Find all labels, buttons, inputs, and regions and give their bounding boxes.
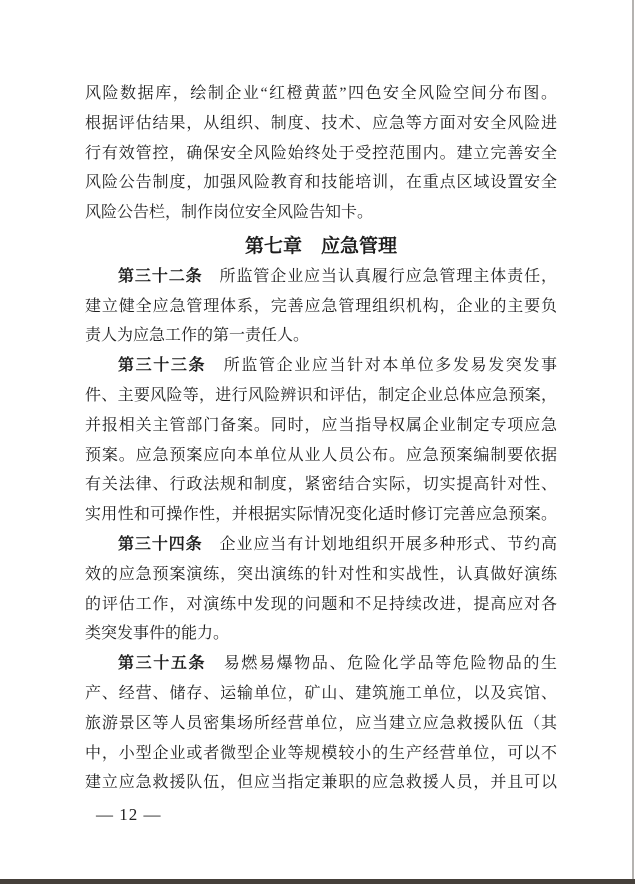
text-line: 效的应急预案演练，突出演练的针对性和实战性，认真做好演练 — [85, 565, 557, 583]
text-line — [85, 262, 557, 292]
article-number: 第三十二条 — [118, 267, 203, 285]
text-line: 预案。应急预案应向本单位从业人员公布。应急预案编制要依据 — [85, 446, 557, 464]
scan-edge-bottom-band — [0, 879, 635, 884]
text-line: 的评估工作，对演练中发现的问题和不足持续改进，提高应对各 — [85, 595, 557, 613]
text-line: 产、经营、储存、运输单位，矿山、建筑施工单位，以及宾馆、 — [85, 684, 557, 702]
text-line: 旅游景区等人员密集场所经营单位，应当建立应急救援队伍（其 — [85, 714, 557, 732]
text-line: 责人为应急工作的第一责任人。 — [85, 327, 310, 345]
text-line: 风险公告制度，加强风险教育和技能培训，在重点区域设置安全 — [85, 174, 557, 192]
article-number: 第三十三条 — [118, 357, 207, 375]
text-line: 件、主要风险等，进行风险辨识和评估，制定企业总体应急预案， — [85, 386, 557, 404]
text-line — [85, 649, 557, 679]
text-line: 中，小型企业或者微型企业等规模较小的生产经营单位，可以不 — [85, 744, 557, 762]
text-line: 实用性和可操作性，并根据实际情况变化适时修订完善应急预案。 — [85, 506, 557, 524]
article-number: 第三十五条 — [118, 655, 207, 673]
article-number: 第三十四条 — [118, 535, 203, 553]
article-34 — [85, 530, 557, 649]
article-text: 所监管企业应当认真履行应急管理主体责任， — [202, 267, 557, 285]
page-number: — 12 — — [96, 805, 162, 824]
text-line: 并报相关主管部门备案。同时，应当指导权属企业制定专项应急 — [85, 416, 557, 434]
article-33 — [85, 351, 557, 530]
text-line: 类突发事件的能力。 — [85, 625, 230, 643]
scan-edge-right-line — [632, 0, 634, 884]
chapter-heading: 第七章 应急管理 — [244, 235, 397, 257]
text-line: 有关法律、行政法规和制度，紧密结合实际，切实提高针对性、 — [85, 476, 557, 494]
text-line: 建立健全应急管理体系，完善应急管理组织机构，企业的主要负 — [85, 297, 557, 315]
intro-paragraph — [85, 79, 557, 228]
text-line: 行有效管控，确保安全风险始终处于受控范围内。建立完善安全 — [85, 144, 557, 162]
text-line: 根据评估结果，从组织、制度、技术、应急等方面对安全风险进 — [85, 114, 557, 132]
article-32 — [85, 262, 557, 351]
text-line — [85, 351, 557, 381]
text-line — [85, 530, 557, 560]
text-line: 风险数据库，绘制企业“红橙黄蓝”四色安全风险空间分布图。 — [85, 85, 557, 102]
article-text: 易燃易爆物品、危险化学品等危险物品的生 — [206, 655, 557, 673]
text-line: 风险公告栏，制作岗位安全风险告知卡。 — [85, 204, 374, 222]
article-35 — [85, 649, 557, 798]
text-line: 建立应急救援队伍，但应当指定兼职的应急救援人员，并且可以 — [85, 774, 557, 792]
article-text: 所监管企业应当针对本单位多发易发突发事 — [206, 357, 557, 375]
document-body — [85, 79, 557, 798]
article-text: 企业应当有计划地组织开展多种形式、节约高 — [202, 535, 557, 553]
